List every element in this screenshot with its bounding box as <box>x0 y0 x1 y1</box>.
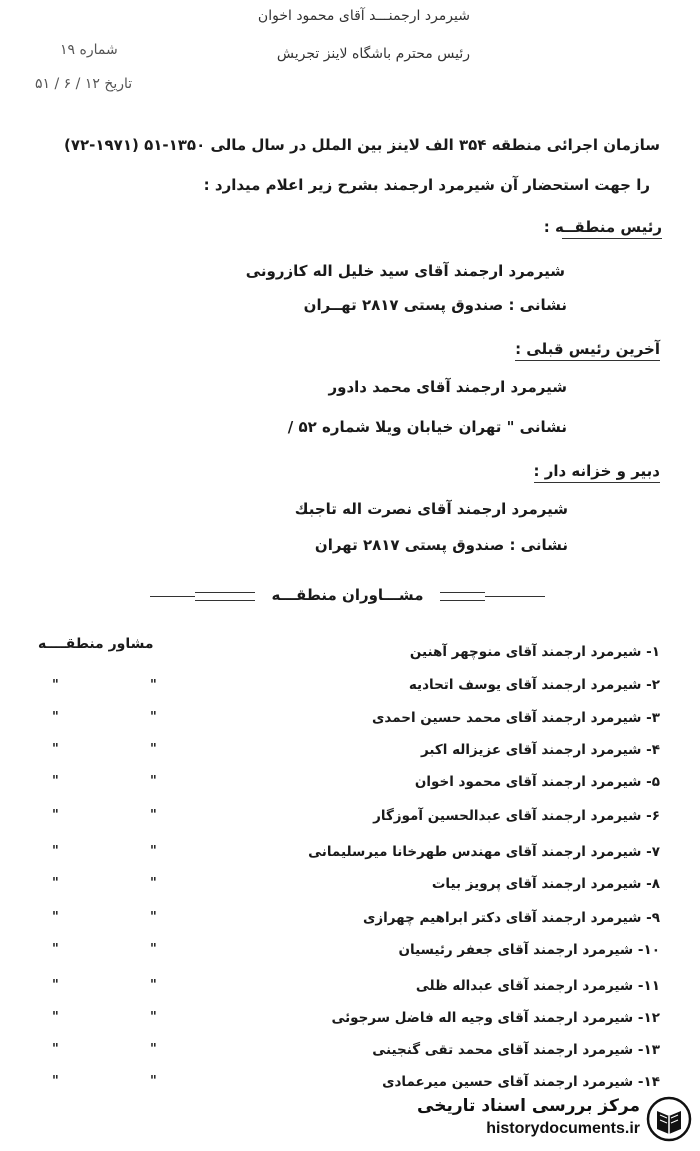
advisor-row-8: ۸- شیرمرد ارجمند آقای پرویز بیات <box>431 876 660 892</box>
heading-rule-right-2 <box>440 600 485 601</box>
ditto-mark: " <box>52 1010 59 1025</box>
advisor-row-13: ۱۳- شیرمرد ارجمند آقای محمد تقی گنجینی <box>372 1042 660 1058</box>
ditto-mark: " <box>52 910 59 925</box>
ditto-mark: " <box>150 942 157 957</box>
ditto-mark: " <box>150 1074 157 1089</box>
ditto-mark: " <box>150 1010 157 1025</box>
watermark-logo <box>410 1092 700 1147</box>
advisors-heading: مشـــاوران منطقـــه <box>271 586 424 604</box>
ditto-mark: " <box>150 1042 157 1057</box>
ditto-mark: " <box>150 910 157 925</box>
past-chairman-name: شیرمرد ارجمند آقای محمد دادور <box>328 378 567 396</box>
ditto-mark: " <box>52 844 59 859</box>
secretary-heading: دبیر و خزانه دار : <box>534 462 660 483</box>
ditto-mark: " <box>52 876 59 891</box>
heading-rule-left-1 <box>150 596 195 597</box>
archive-book-icon <box>646 1096 692 1142</box>
ditto-mark: " <box>150 742 157 757</box>
recipient-line2: رئیس محترم باشگاه لاینز تجریش <box>276 46 470 62</box>
ditto-mark: " <box>52 808 59 823</box>
zone-chairman-address: نشانی : صندوق پستی ۲۸۱۷ تهــران <box>303 296 567 314</box>
secretary-address: نشانی : صندوق پستی ۲۸۱۷ تهران <box>314 536 568 554</box>
past-chairman-heading: آخرین رئیس قبلی : <box>515 340 660 361</box>
advisor-row-3: ۳- شیرمرد ارجمند آقای محمد حسین احمدی <box>372 710 660 726</box>
advisor-row-14: ۱۴- شیرمرد ارجمند آقای حسین میرعمادی <box>382 1074 660 1090</box>
ditto-mark: " <box>150 678 157 693</box>
ditto-mark: " <box>150 876 157 891</box>
intro-line2: را جهت استحضار آن شیرمرد ارجمند بشرح زیر اعلام میدارد : <box>203 176 650 194</box>
past-chairman-address: نشانی " تهران خیابان ویلا شماره ۵۲ / <box>287 418 567 436</box>
heading-rule-left-2 <box>195 592 255 593</box>
advisor-row-4: ۴- شیرمرد ارجمند آقای عزیزاله اکبر <box>421 742 660 758</box>
advisor-column-label: مشاور منطقــــه <box>38 636 154 652</box>
ditto-mark: " <box>150 710 157 725</box>
watermark-url: historydocuments.ir <box>486 1120 640 1137</box>
advisor-row-11: ۱۱- شیرمرد ارجمند آقای عبداله ظلی <box>415 978 660 994</box>
letter-date: تاریخ ۱۲ / ۶ / ۵۱ <box>35 76 133 92</box>
ditto-mark: " <box>150 844 157 859</box>
zone-chairman-heading: رئیس منطقــه : <box>562 218 662 239</box>
ditto-mark: " <box>150 774 157 789</box>
heading-rule-right-1 <box>440 592 485 593</box>
zone-chairman-name: شیرمرد ارجمند آقای سید خلیل اله کازرونی <box>245 262 565 280</box>
recipient-line1: شیرمرد ارجمنـــد آقای محمود اخوان <box>257 8 470 24</box>
heading-rule-left-3 <box>195 600 255 601</box>
advisor-row-6: ۶- شیرمرد ارجمند آقای عبدالحسین آموزگار <box>373 808 660 824</box>
advisor-row-9: ۹- شیرمرد ارجمند آقای دکتر ابراهیم چهرازی <box>363 910 660 926</box>
advisor-row-1: ۱- شیرمرد ارجمند آقای منوچهر آهنین <box>409 644 660 660</box>
advisor-row-2: ۲- شیرمرد ارجمند آقای یوسف اتحادیه <box>408 677 660 693</box>
ditto-mark: " <box>52 742 59 757</box>
advisor-row-5: ۵- شیرمرد ارجمند آقای محمود اخوان <box>414 774 660 790</box>
ditto-mark: " <box>52 678 59 693</box>
advisor-row-7: ۷- شیرمرد ارجمند آقای مهندس طهرخانا میرسلیمانی <box>308 844 660 860</box>
heading-rule-right-3 <box>485 596 545 597</box>
ditto-mark: " <box>52 1042 59 1057</box>
ditto-mark: " <box>150 808 157 823</box>
secretary-name: شیرمرد ارجمند آقای نصرت اله تاجبك <box>294 500 568 518</box>
ditto-mark: " <box>52 978 59 993</box>
ditto-mark: " <box>52 710 59 725</box>
letter-number: شماره ۱۹ <box>60 42 118 58</box>
advisor-row-10: ۱۰- شیرمرد ارجمند آقای جعفر رئیسیان <box>398 942 660 958</box>
advisor-row-12: ۱۲- شیرمرد ارجمند آقای وجیه اله فاضل سرجوئی <box>331 1010 660 1026</box>
ditto-mark: " <box>150 978 157 993</box>
watermark-name: مرکز بررسی اسناد تاریخی <box>417 1096 640 1116</box>
ditto-mark: " <box>52 774 59 789</box>
ditto-mark: " <box>52 942 59 957</box>
intro-line1: سازمان اجرائی منطقه ۳۵۴ الف لاینز بین الملل در سال مالی ۱۳۵۰-۵۱ (۱۹۷۱-۷۲) <box>63 136 660 154</box>
ditto-mark: " <box>52 1074 59 1089</box>
